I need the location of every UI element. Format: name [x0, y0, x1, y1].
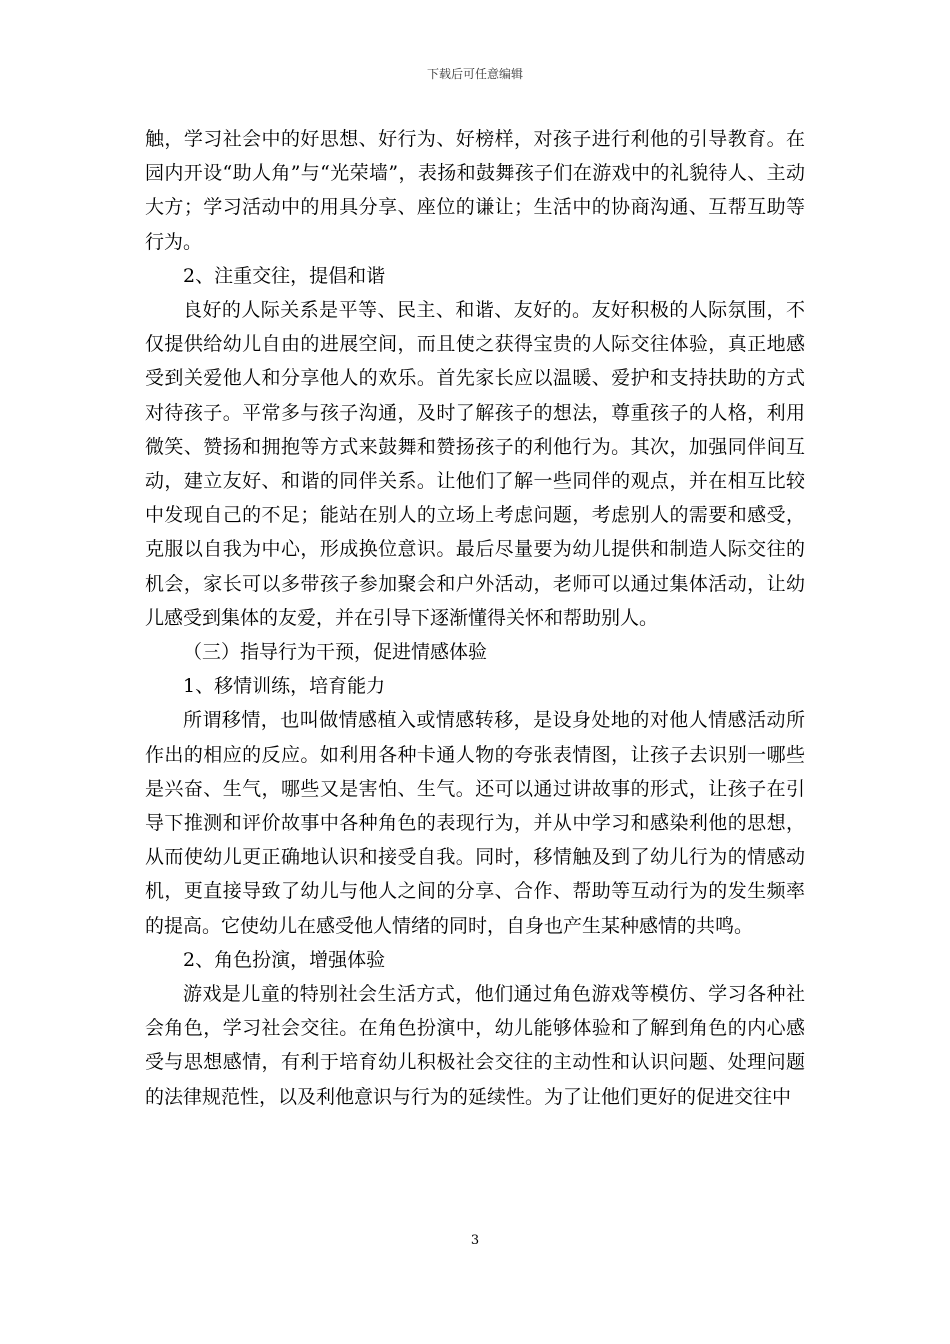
section-heading-2-1: 2、注重交往，提倡和谐: [183, 264, 386, 287]
page-number: 3: [470, 1233, 480, 1248]
paragraph-1: 触，学习社会中的好思想、好行为、好榜样，对孩子进行利他的引导教育。在园内开设“助人角”与“光荣墙”，表扬和鼓舞孩子们在游戏中的礼貌待人、主动大方；学习活动中的用具分享、座位的谦让；生活中的协商沟通、互帮互助等行为。: [145, 128, 805, 253]
page-header: 下载后可任意编辑: [426, 67, 523, 81]
document-body: [145, 122, 805, 1114]
paragraph-4: 游戏是儿童的特别社会生活方式，他们通过角色游戏等模仿、学习各种社会角色，学习社会交往。在角色扮演中，幼儿能够体验和了解到角色的内心感受与思想感情，有利于培育幼儿积极社会交往的主动性和认识问题、处理问题的法律规范性，以及利他意识与行为的延续性。为了让他们更好的促进交往中: [145, 983, 805, 1108]
section-heading-3-2: 2、角色扮演，增强体验: [183, 948, 386, 971]
paragraph-3: 所谓移情，也叫做情感植入或情感转移，是设身处地的对他人情感活动所作出的相应的反应。如利用各种卡通人物的夸张表情图，让孩子去识别一哪些是兴奋、生气，哪些又是害怕、生气。还可以通过讲故事的形式，让孩子在引导下推测和评价故事中各种角色的表现行为，并从中学习和感染利他的思想，从而使幼儿更正确地认识和接受自我。同时，移情触及到了幼儿行为的情感动机，更直接导致了幼儿与他人之间的分享、合作、帮助等互动行为的发生频率的提高。它使幼儿在感受他人情绪的同时，自身也产生某种感情的共鸣。: [145, 709, 805, 937]
section-heading-3-1: 1、移情训练，培育能力: [183, 675, 386, 698]
section-heading-3: （三）指导行为干预，促进情感体验: [183, 641, 488, 664]
paragraph-2: 良好的人际关系是平等、民主、和谐、友好的。友好积极的人际氛围，不仅提供给幼儿自由的进展空间，而且使之获得宝贵的人际交往体验，真正地感受到关爱他人和分享他人的欢乐。首先家长应以温暖、爱护和支持扶助的方式对待孩子。平常多与孩子沟通，及时了解孩子的想法，尊重孩子的人格，利用微笑、赞扬和拥抱等方式来鼓舞和赞扬孩子的利他行为。其次，加强同伴间互动，建立友好、和谐的同伴关系。让他们了解一些同伴的观点，并在相互比较中发现自己的不足；能站在别人的立场上考虑问题，考虑别人的需要和感受，克服以自我为中心，形成换位意识。最后尽量要为幼儿提供和制造人际交往的机会，家长可以多带孩子参加聚会和户外活动，老师可以通过集体活动，让幼儿感受到集体的友爱，并在引导下逐渐懂得关怀和帮助别人。: [145, 299, 805, 629]
